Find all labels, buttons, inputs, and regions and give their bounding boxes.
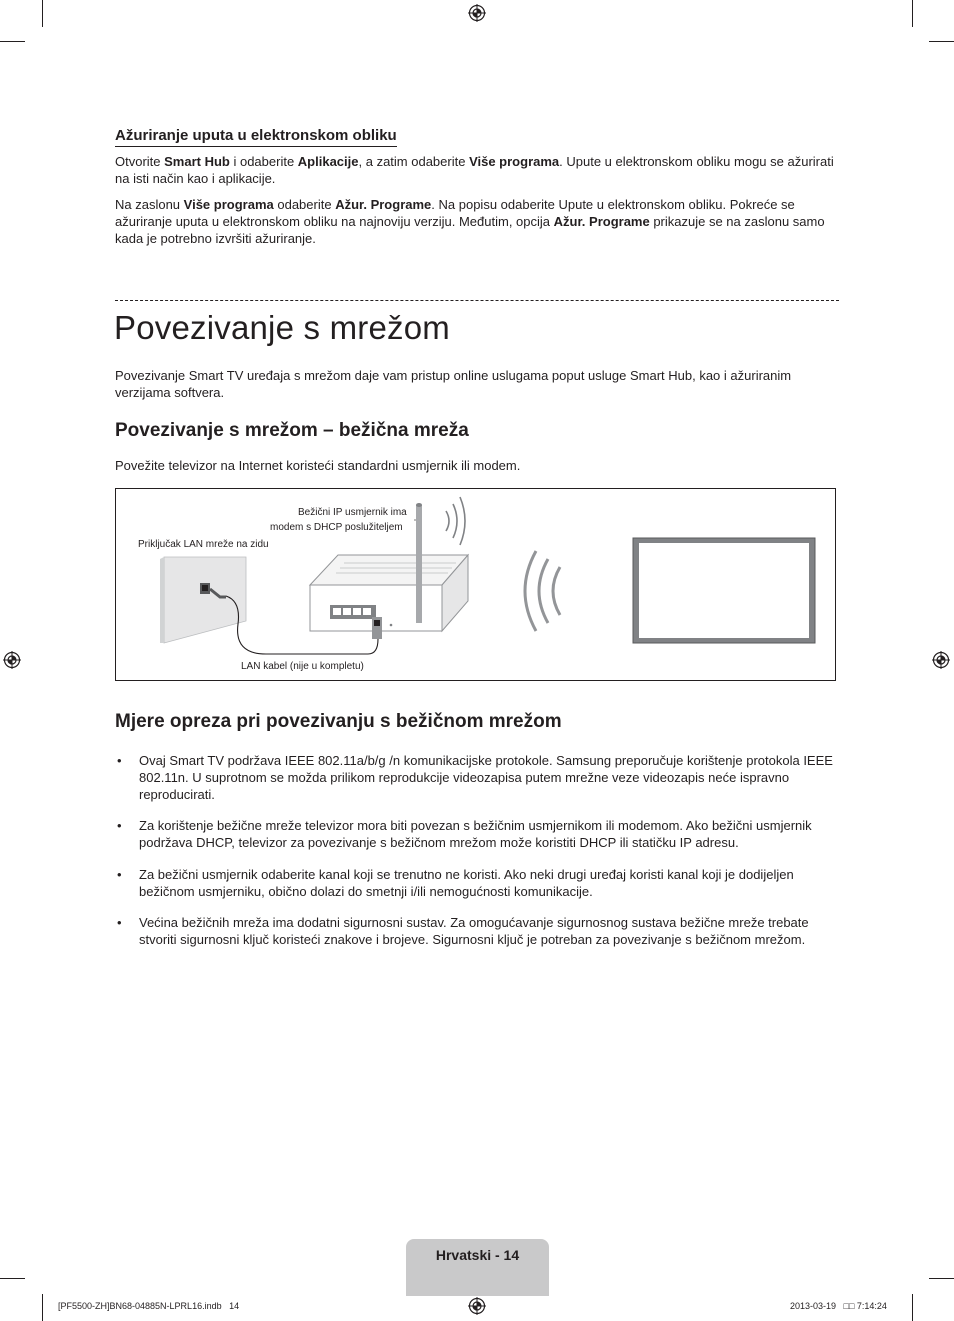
page-number: Hrvatski - 14 xyxy=(435,1247,520,1263)
crop-mark xyxy=(929,1278,954,1279)
update-heading: Ažuriranje uputa u elektronskom obliku xyxy=(115,126,397,147)
body-text: , a zatim odaberite xyxy=(358,154,470,169)
bullet-icon: • xyxy=(117,753,122,768)
emphasis-text: Više programa xyxy=(469,154,560,169)
emphasis-text: Aplikacije xyxy=(297,154,359,169)
crop-mark xyxy=(0,41,25,42)
body-text: i odaberite xyxy=(229,154,298,169)
wall-port-label: Priključak LAN mreže na zidu xyxy=(138,539,269,550)
wifi-signal-icon xyxy=(446,497,465,545)
wifi-signal-icon xyxy=(525,551,560,631)
registration-crosshair-icon xyxy=(932,651,950,669)
page-title: Povezivanje s mrežom xyxy=(114,309,450,346)
body-text: . Na popisu odaberite Upute u elektronskom obliku. Pokreće se ažuriranje uputa u elektronskom obliku na najnoviju verziju. Međutim, opcija xyxy=(115,197,795,229)
footer-file-info: [PF5500-ZH]BN68-04885N-LPRL16.indb 14 xyxy=(58,1301,240,1311)
body-text: prikazuje se na zaslonu samo kada je potrebno izvršiti ažuriranje. xyxy=(115,214,825,246)
update-paragraph-1 xyxy=(115,153,835,187)
crop-mark xyxy=(929,41,954,42)
section-divider xyxy=(115,300,839,301)
registration-crosshair-icon xyxy=(3,651,21,669)
body-text: Na zaslonu xyxy=(115,197,184,212)
diagram-illustration xyxy=(116,489,835,680)
list-item: • Za bežični usmjernik odaberite kanal koji se trenutno ne koristi. Ako neki drugi uređaj koristi kanal koji je dodijeljen bežičnom usmjerniku, obično dolazi do smetnji i/ili nemogućnosti komunikacije. xyxy=(117,867,794,899)
registration-crosshair-icon xyxy=(468,4,486,22)
crop-mark xyxy=(0,1278,25,1279)
emphasis-text: Više programa xyxy=(183,197,274,212)
bullet-icon: • xyxy=(117,867,122,882)
crop-mark xyxy=(912,0,913,27)
wireless-text: Povežite televizor na Internet koristeći standardni usmjernik ili modem. xyxy=(115,458,521,473)
body-text: Otvorite xyxy=(115,154,165,169)
registration-crosshair-icon xyxy=(468,1297,486,1315)
list-item: • Većina bežičnih mreža ima dodatni sigurnosni sustav. Za omogućavanje sigurnosnog sustava bežične mreže trebate stvoriti sigurnosni ključ koristeći znakove i brojeve. Sigurnosni ključ je potreban za povezivanje s bežičnom mrežom. xyxy=(117,915,809,947)
bullet-icon: • xyxy=(117,915,122,930)
router-label-line2: modem s DHCP poslužiteljem xyxy=(270,522,403,533)
footer-date-info: 2013-03-19 □□ 7:14:24 xyxy=(790,1301,887,1311)
body-text: . Upute u elektronskom obliku mogu se ažurirati na isti način kao i aplikacije. xyxy=(115,154,834,186)
precautions-heading: Mjere opreza pri povezivanju s bežičnom mrežom xyxy=(115,711,562,732)
crop-mark xyxy=(912,1294,913,1321)
precautions-list xyxy=(115,752,840,962)
crop-mark xyxy=(42,0,43,27)
intro-text: Povezivanje Smart TV uređaja s mrežom daje vam pristup online uslugama poput usluge Smart Hub, kao i ažuriranim verzijama softvera. xyxy=(115,368,792,400)
emphasis-text: Ažur. Programe xyxy=(553,214,650,229)
body-text: odaberite xyxy=(273,197,336,212)
emphasis-text: Smart Hub xyxy=(164,154,230,169)
bullet-icon: • xyxy=(117,818,122,833)
list-item: • Ovaj Smart TV podržava IEEE 802.11a/b/g /n komunikacijske protokole. Samsung preporučuje korištenje protokola IEEE 802.11n. U suprotnom se možda prilikom reprodukcije videozapisa putem mrežne veze videozapis neće ispravno reproducirati. xyxy=(117,753,833,802)
emphasis-text: Ažur. Programe xyxy=(335,197,432,212)
update-section xyxy=(115,126,835,247)
router-label-line1: Bežični IP usmjernik ima xyxy=(298,507,407,518)
tv-icon xyxy=(633,538,815,643)
lan-cable-label: LAN kabel (nije u kompletu) xyxy=(241,661,364,672)
wireless-heading: Povezivanje s mrežom – bežična mreža xyxy=(115,420,469,441)
update-paragraph-2 xyxy=(115,196,835,247)
list-item: • Za korištenje bežične mreže televizor mora biti povezan s bežičnim usmjernikom ili modemom. Ako bežični usmjernik podržava DHCP, televizor za povezivanje s bežičnom mrežom može koristiti DHCP ili statičku IP adresu. xyxy=(117,818,812,850)
network-diagram xyxy=(115,488,836,681)
crop-mark xyxy=(42,1294,43,1321)
